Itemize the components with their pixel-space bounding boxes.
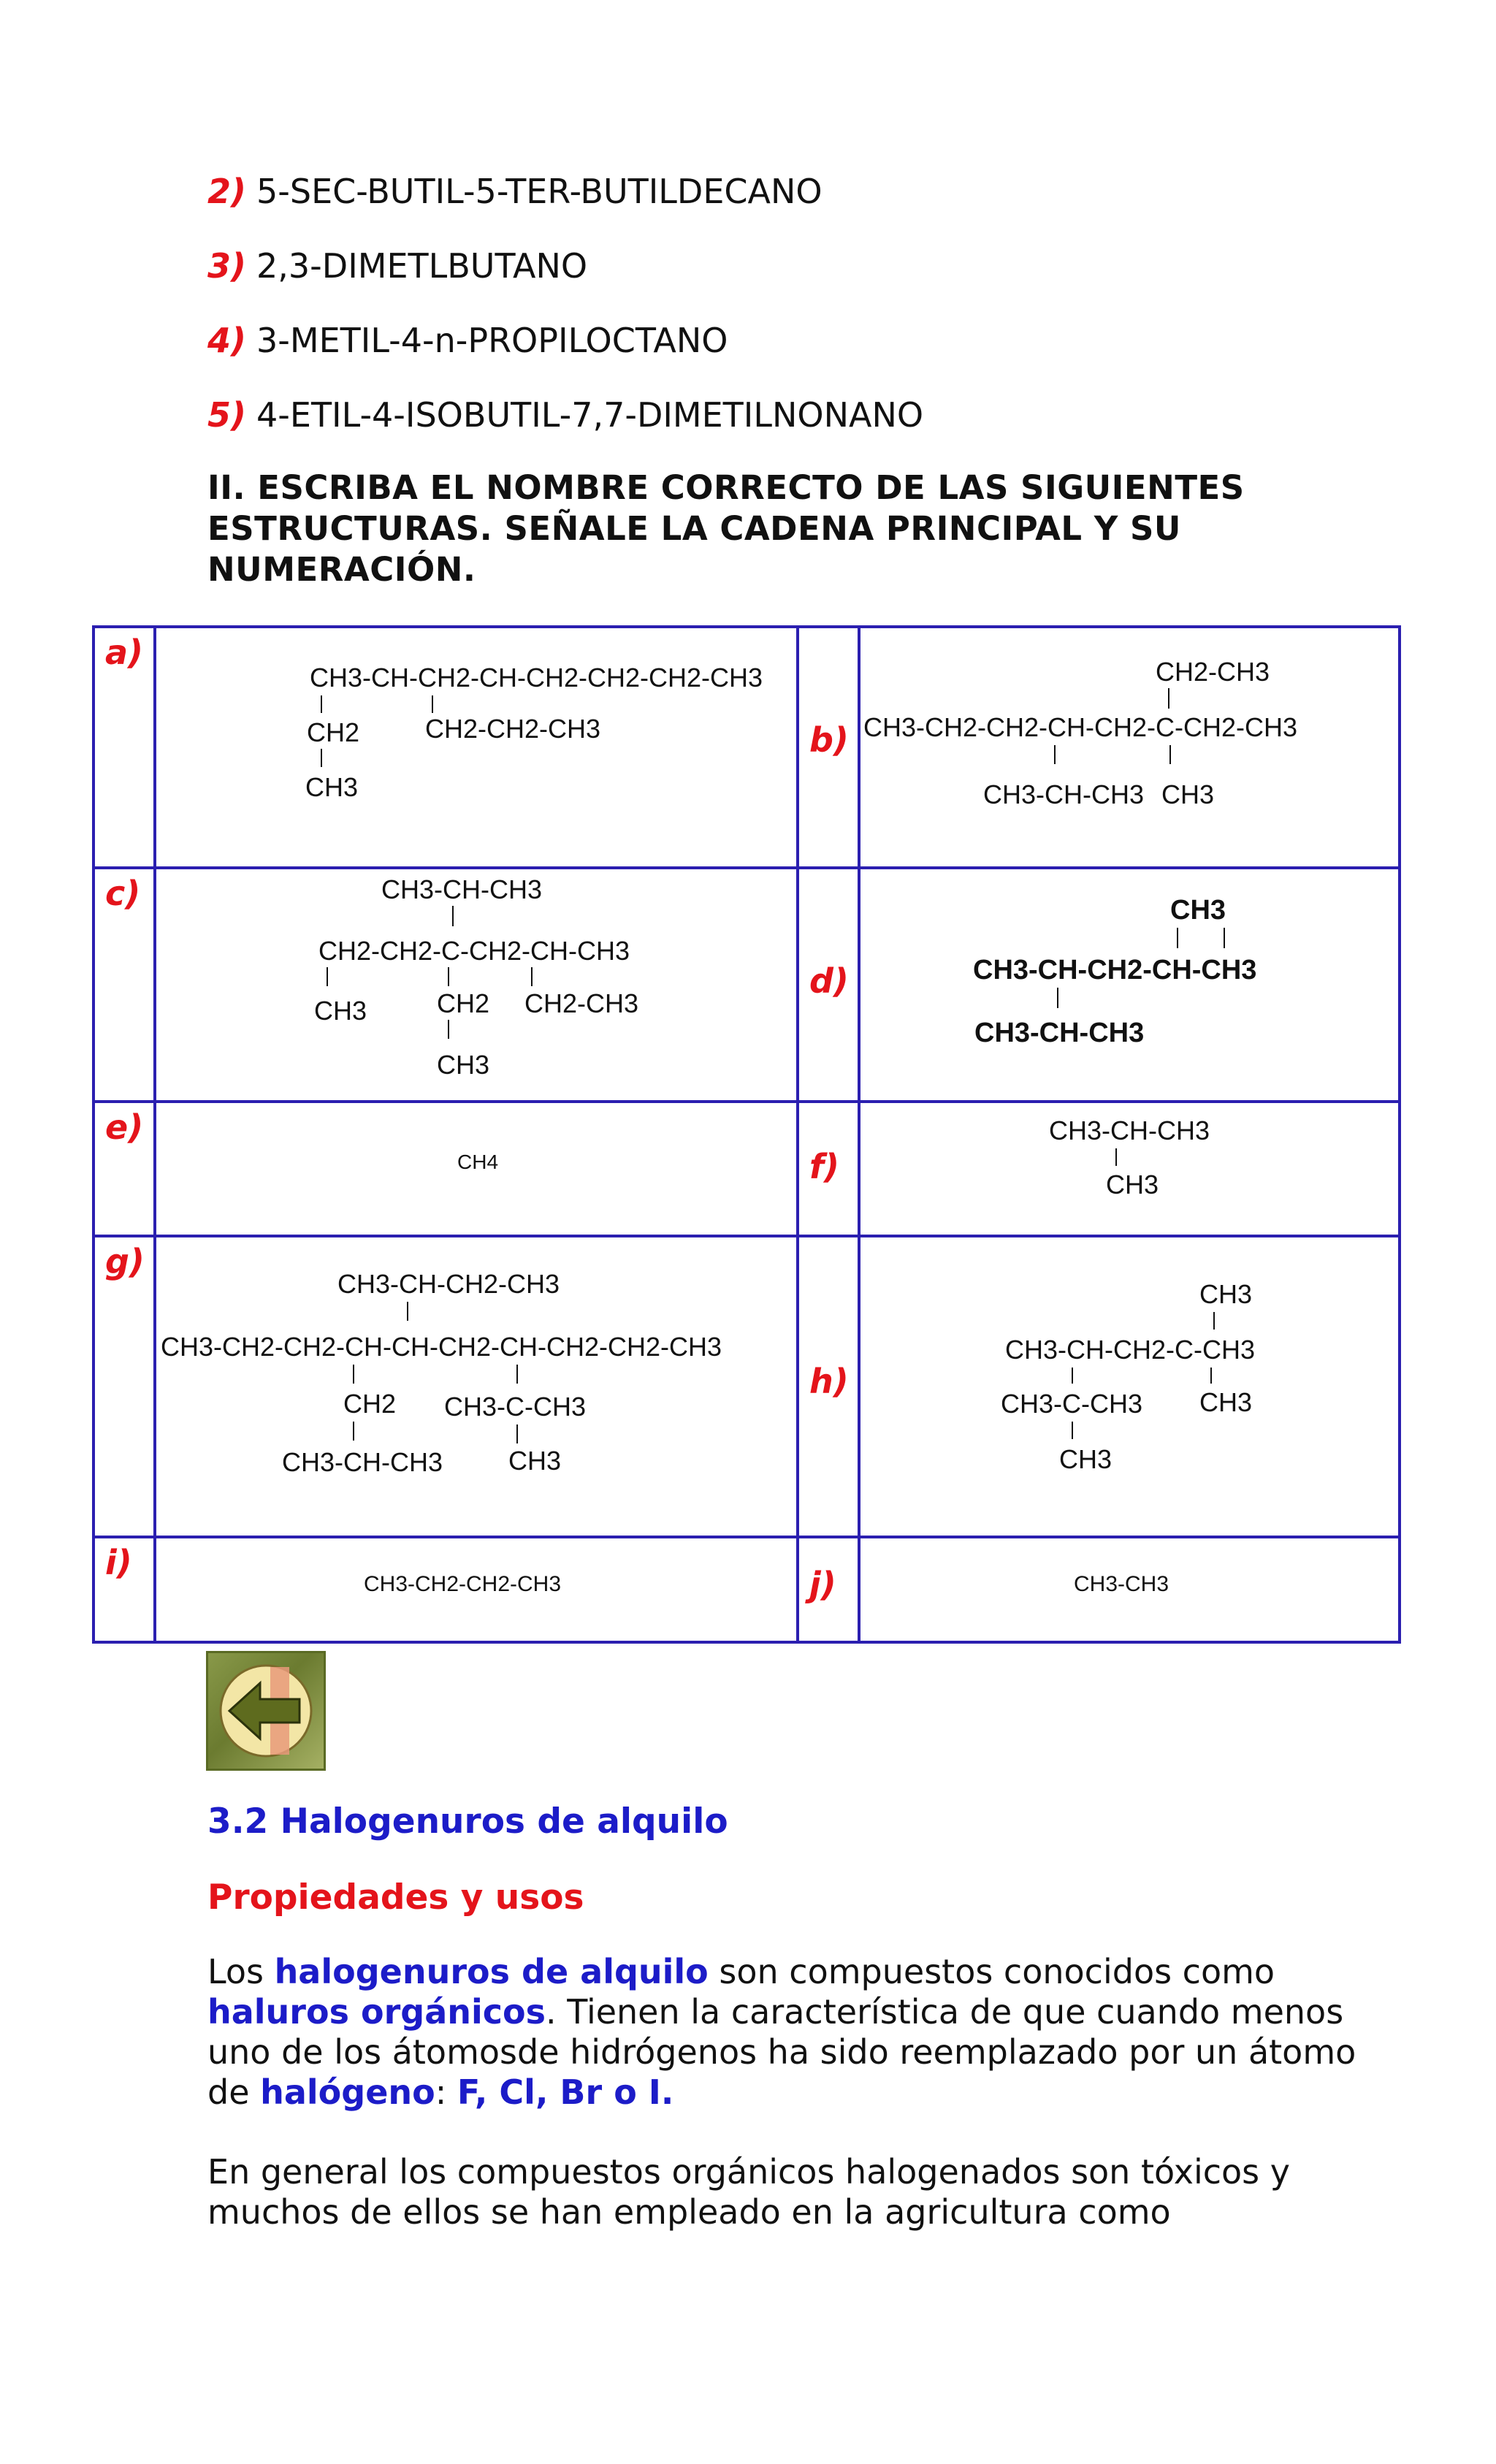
paragraph-1 [207,1952,1405,2113]
list-item [207,394,923,435]
structure-c-top: CH3-CH-CH3 [381,874,543,904]
structure-h [860,1237,1398,1533]
list-text: 4-ETIL-4-ISOBUTIL-7,7-DIMETILNONANO [256,395,924,435]
structure-cell-d [859,868,1400,1102]
structure-cell-g [155,1236,798,1537]
list-item [207,245,587,286]
structure-j [860,1538,1398,1638]
label-j: j) [809,1565,836,1604]
label-d: d) [809,961,849,1001]
label-cell [798,1236,859,1537]
label-a: a) [105,633,144,672]
section-title: 3.2 Halogenuros de alquilo [207,1801,728,1842]
keyword: haluros orgánicos [207,1992,546,2032]
list-text: 2,3-DIMETLBUTANO [256,246,588,286]
structure-a-branch1b: CH3 [305,772,359,802]
structure-cell-c [155,868,798,1102]
structure-h-sub1a: CH3-C-CH3 [1001,1389,1143,1419]
label-h: h) [809,1362,849,1401]
label-i: i) [105,1543,132,1582]
structure-c-sub1: CH3 [314,996,367,1026]
structure-cell-j [859,1537,1400,1642]
structure-cell-h [859,1236,1400,1537]
structure-g-sub1b: CH3-CH-CH3 [282,1447,443,1477]
list-number: 2) [207,172,247,211]
structure-a-branch2: CH2-CH2-CH3 [425,714,601,744]
structure-f-main: CH3-CH-CH3 [1049,1115,1210,1145]
structure-h-top: CH3 [1199,1279,1253,1309]
structure-g-top: CH3-CH-CH2-CH3 [337,1269,560,1299]
structure-i [156,1538,796,1638]
structure-b-top: CH2-CH3 [1156,657,1270,687]
structure-c-sub2b: CH3 [437,1050,490,1080]
exercise-table [92,625,1401,1644]
label-cell [94,1102,155,1236]
list-text: 5-SEC-BUTIL-5-TER-BUTILDECANO [256,172,823,211]
structure-cell-b [859,627,1400,868]
structure-cell-f [859,1102,1400,1236]
keyword: halogenuros de alquilo [274,1952,709,1991]
keyword: halógeno [260,2072,435,2112]
structure-f [860,1103,1398,1232]
structure-c-sub3: CH2-CH3 [524,988,639,1018]
keyword: F, Cl, Br o I. [457,2072,674,2112]
para-text: . Tienen la característica de que cuando menos uno de los átomosde hidrógenos ha sido reemplazado por un átomo de [207,1992,1356,2112]
structure-g-sub2a: CH3-C-CH3 [444,1392,587,1422]
structure-cell-e [155,1102,798,1236]
list-number: 4) [207,321,247,360]
structure-g-main: CH3-CH2-CH2-CH-CH-CH2-CH-CH2-CH2-CH3 [161,1332,722,1362]
section-subtitle: Propiedades y usos [207,1877,584,1918]
structure-a-branch1a: CH2 [307,717,360,747]
structure-cell-a [155,627,798,868]
section-heading: II. ESCRIBA EL NOMBRE CORRECTO DE LAS SIGUIENTES ESTRUCTURAS. SEÑALE LA CADENA PRINCIPAL Y SU NUMERACIÓN. [207,468,1245,589]
list-text: 3-METIL-4-n-PROPILOCTANO [256,321,728,360]
label-cell [798,1102,859,1236]
label-cell [94,1537,155,1642]
structure-g [156,1237,796,1533]
para-text: Los [207,1952,275,1991]
structure-d [860,869,1398,1097]
label-cell [798,868,859,1102]
structure-h-main: CH3-CH-CH2-C-CH3 [1005,1335,1255,1365]
structure-b-main: CH3-CH2-CH2-CH-CH2-C-CH2-CH3 [863,712,1298,742]
para-text: son compuestos conocidos como [708,1952,1275,1991]
label-cell [94,1236,155,1537]
list-item [207,320,728,361]
label-cell [94,868,155,1102]
structure-d-top: CH3 [1170,895,1226,926]
label-cell [94,627,155,868]
structure-cell-i [155,1537,798,1642]
structure-d-main: CH3-CH-CH2-CH-CH3 [973,955,1257,985]
list-number: 3) [207,246,247,286]
structure-c [156,869,796,1097]
label-f: f) [809,1147,840,1186]
structure-g-sub1a: CH2 [343,1389,397,1419]
list-number: 5) [207,395,247,435]
label-cell [798,1537,859,1642]
back-button[interactable] [206,1651,326,1771]
structure-h-sub2: CH3 [1199,1387,1253,1417]
paragraph-2: En general los compuestos orgánicos halogenados son tóxicos y muchos de ellos se han empleado en la agricultura como [207,2152,1290,2232]
structure-c-main: CH2-CH2-C-CH2-CH-CH3 [318,936,630,966]
structure-i-formula: CH3-CH2-CH2-CH3 [364,1572,562,1596]
para-text: : [435,2072,457,2112]
label-b: b) [809,720,849,760]
structure-d-bottom: CH3-CH-CH3 [974,1018,1145,1048]
structure-b-branch2: CH3 [1161,779,1215,809]
list-item [207,171,823,212]
structure-b-branch1: CH3-CH-CH3 [983,779,1145,809]
structure-e [156,1103,796,1232]
structure-j-formula: CH3-CH3 [1074,1572,1169,1596]
left-arrow-icon [206,1651,326,1771]
structure-e-formula: CH4 [457,1151,499,1173]
structure-a-main: CH3-CH-CH2-CH-CH2-CH2-CH2-CH3 [310,663,763,693]
structure-g-sub2b: CH3 [508,1446,562,1476]
structure-h-sub1b: CH3 [1059,1444,1113,1474]
structure-c-sub2a: CH2 [437,988,490,1018]
structure-a [156,628,796,863]
label-g: g) [105,1242,145,1281]
structure-b [860,628,1398,863]
label-c: c) [105,874,141,913]
label-e: e) [105,1107,144,1147]
structure-f-sub: CH3 [1106,1170,1159,1199]
label-cell [798,627,859,868]
